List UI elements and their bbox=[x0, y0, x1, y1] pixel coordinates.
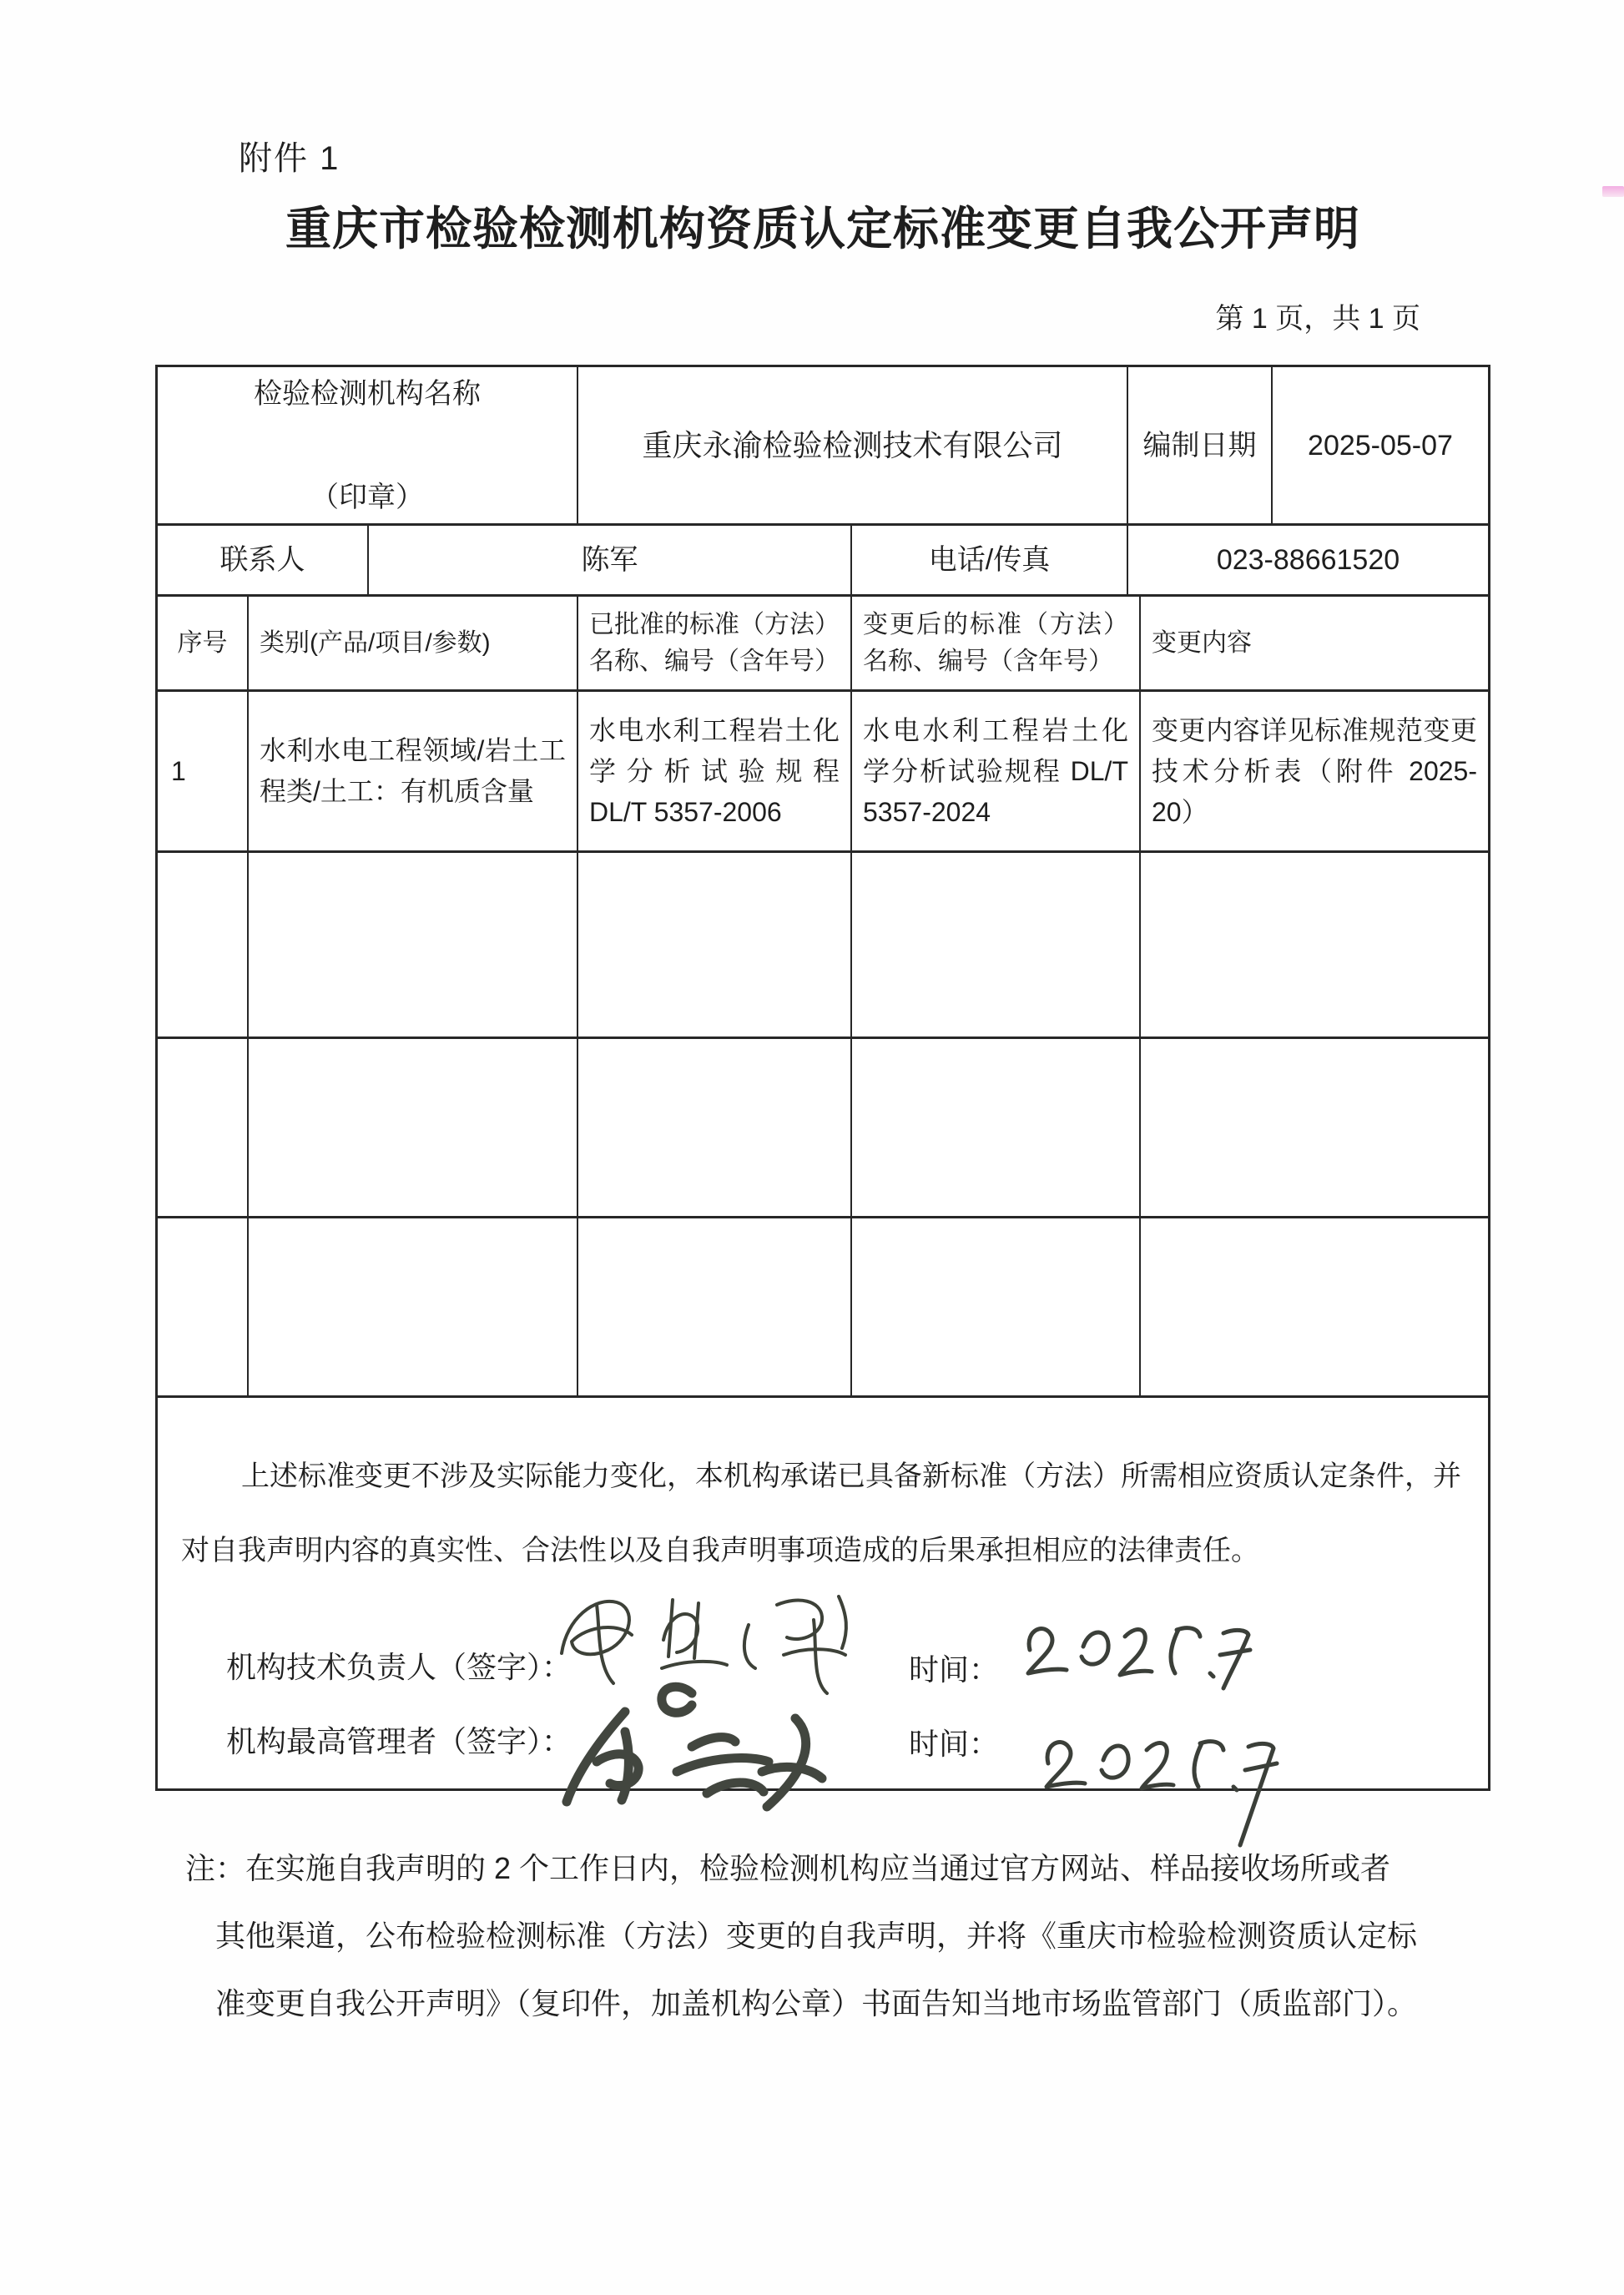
empty-cell bbox=[852, 853, 1141, 1037]
empty-cell bbox=[249, 1039, 578, 1216]
compile-date-value-cell bbox=[1273, 367, 1488, 523]
time-label-1: 时间： bbox=[909, 1652, 1000, 1687]
note-text bbox=[185, 1834, 1462, 2037]
org-info-row bbox=[158, 367, 1488, 526]
note-line-2: 其他渠道，公布检验检测标准（方法）变更的自我声明，并将《重庆市检验检测资质认定标 bbox=[215, 1919, 1418, 1953]
header-serial bbox=[158, 597, 249, 689]
manager-signature-handwriting-icon bbox=[543, 1680, 877, 1822]
note-line-3: 准变更自我公开声明》（复印件，加盖机构公章）书面告知当地市场监管部门（质监部门）。 bbox=[215, 1986, 1418, 2020]
empty-cell bbox=[578, 853, 852, 1037]
header-changed-standard-label: 变更后的标准（方法）名称、编号（含年号） bbox=[863, 610, 1128, 675]
date-handwriting-2-icon bbox=[1030, 1705, 1305, 1855]
cell-changed-standard bbox=[852, 692, 1141, 850]
phone-value: 023-88661520 bbox=[1216, 544, 1400, 576]
empty-cell bbox=[852, 1218, 1141, 1395]
contact-row bbox=[158, 526, 1488, 597]
table-row-empty bbox=[158, 1218, 1488, 1398]
header-change-content-label: 变更内容 bbox=[1152, 628, 1252, 657]
table-row bbox=[158, 692, 1488, 853]
table-header-row bbox=[158, 597, 1488, 692]
declaration-form-table bbox=[155, 365, 1490, 1791]
attachment-label: 附件 1 bbox=[239, 140, 340, 177]
declaration-section bbox=[158, 1398, 1488, 1788]
empty-cell bbox=[578, 1218, 852, 1395]
time-label-2: 时间： bbox=[909, 1727, 1000, 1761]
date-handwriting-1-icon bbox=[1013, 1598, 1263, 1698]
contact-label: 联系人 bbox=[219, 544, 305, 576]
empty-cell bbox=[852, 1039, 1141, 1216]
org-name-label-cell bbox=[158, 367, 578, 523]
contact-value: 陈军 bbox=[581, 544, 638, 576]
cell-approved-standard bbox=[578, 692, 852, 850]
serial-value: 1 bbox=[171, 755, 186, 786]
approved-standard-value: 水电水利工程岩土化学分析试验规程 DL/T 5357-2006 bbox=[589, 714, 840, 827]
empty-cell bbox=[578, 1039, 852, 1216]
declaration-text-line2: 对自我声明内容的真实性、合法性以及自我声明事项造成的后果承担相应的法律责任。 bbox=[181, 1535, 1259, 1566]
org-name-value: 重庆永渝检验检测技术有限公司 bbox=[642, 427, 1063, 462]
top-manager-label: 机构最高管理者（签字）： bbox=[226, 1724, 572, 1758]
empty-cell bbox=[249, 853, 578, 1037]
compile-date-label-cell bbox=[1128, 367, 1273, 523]
header-serial-label: 序号 bbox=[177, 628, 228, 657]
empty-cell bbox=[249, 1218, 578, 1395]
changed-standard-value: 水电水利工程岩土化学分析试验规程 DL/T 5357-2024 bbox=[863, 714, 1128, 827]
declaration-text-line1: 上述标准变更不涉及实际能力变化，本机构承诺已具备新标准（方法）所需相应资质认定条件，并 bbox=[241, 1460, 1461, 1492]
empty-cell bbox=[158, 853, 249, 1037]
header-category-label: 类别(产品/项目/参数) bbox=[260, 628, 491, 657]
compile-date-value: 2025-05-07 bbox=[1308, 429, 1453, 462]
note-line-1: 注：在实施自我声明的 2 个工作日内，检验检测机构应当通过官方网站、样品接收场所或者 bbox=[185, 1851, 1391, 1885]
header-approved-standard bbox=[578, 597, 852, 689]
tech-signer-label: 机构技术负责人（签字）： bbox=[226, 1650, 572, 1684]
empty-cell bbox=[158, 1218, 249, 1395]
empty-cell bbox=[158, 1039, 249, 1216]
cell-serial bbox=[158, 692, 249, 850]
phone-label: 电话/传真 bbox=[928, 544, 1051, 576]
change-content-value: 变更内容详见标准规范变更技术分析表（附件 2025-20） bbox=[1152, 714, 1477, 827]
page-number: 第 1 页，共 1 页 bbox=[1215, 303, 1420, 335]
table-row-empty bbox=[158, 1039, 1488, 1218]
compile-date-label: 编制日期 bbox=[1142, 429, 1257, 462]
cell-category bbox=[249, 692, 578, 850]
contact-value-cell bbox=[369, 526, 852, 594]
empty-cell bbox=[1141, 853, 1488, 1037]
header-change-content bbox=[1141, 597, 1488, 689]
header-category bbox=[249, 597, 578, 689]
category-value: 水利水电工程领域/岩土工程类/土工：有机质含量 bbox=[260, 735, 566, 806]
header-changed-standard bbox=[852, 597, 1141, 689]
cell-change-content bbox=[1141, 692, 1488, 850]
header-approved-standard-label: 已批准的标准（方法）名称、编号（含年号） bbox=[589, 610, 840, 675]
org-seal-label: （印章） bbox=[310, 481, 424, 513]
table-row-empty bbox=[158, 853, 1488, 1039]
org-name-value-cell bbox=[578, 367, 1128, 523]
phone-value-cell bbox=[1128, 526, 1488, 594]
org-name-label: 检验检测机构名称 bbox=[254, 377, 481, 410]
empty-cell bbox=[1141, 1218, 1488, 1395]
scan-artifact-mark bbox=[1602, 186, 1624, 197]
empty-cell bbox=[1141, 1039, 1488, 1216]
contact-label-cell bbox=[158, 526, 369, 594]
page-title: 重庆市检验检测机构资质认定标准变更自我公开声明 bbox=[285, 203, 1360, 255]
phone-label-cell bbox=[852, 526, 1128, 594]
tech-signature-handwriting-icon bbox=[537, 1575, 879, 1742]
